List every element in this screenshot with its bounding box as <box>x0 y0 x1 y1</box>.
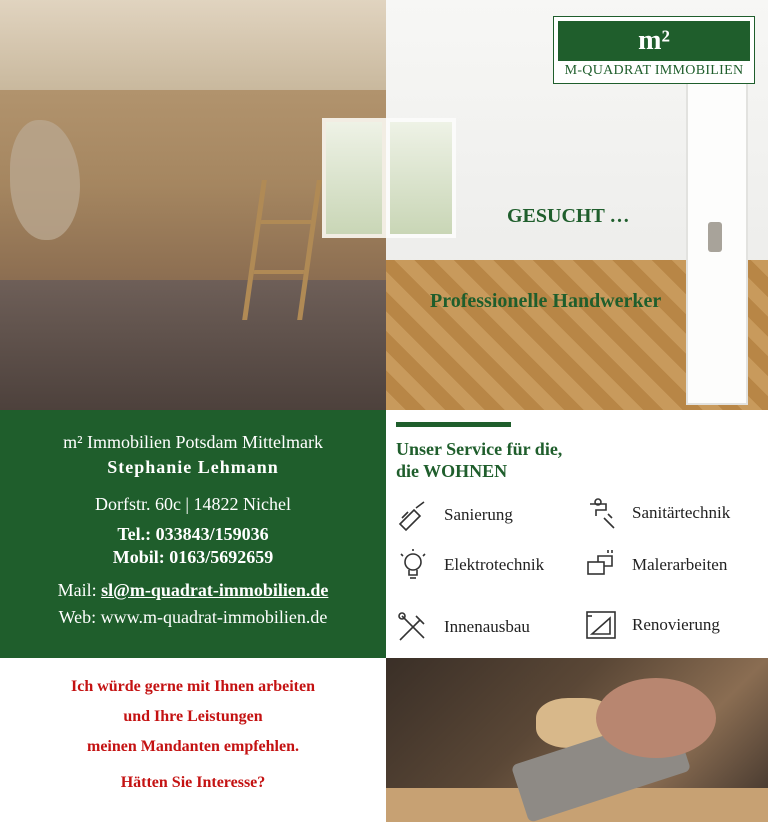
damaged-wall <box>10 120 80 240</box>
email-link[interactable]: sl@m-quadrat-immobilien.de <box>101 580 329 600</box>
service-label: Innenausbau <box>444 617 530 636</box>
company-logo <box>553 16 755 84</box>
cta-question: Hätten Sie Interesse? <box>120 774 266 791</box>
service-item <box>584 608 720 642</box>
email-line <box>0 580 386 601</box>
services-heading <box>396 438 562 482</box>
website-label: Web: <box>58 607 97 627</box>
services-heading-line1: Unser Service für die, <box>396 439 563 459</box>
accent-bar <box>396 422 511 427</box>
logo-mark: m² <box>558 21 750 61</box>
trowel-icon <box>396 498 430 532</box>
white-door <box>686 60 748 405</box>
craftsman-photo <box>386 658 768 822</box>
services-panel <box>386 410 768 658</box>
email-label: Mail: <box>57 580 97 600</box>
faucet-icon <box>584 496 618 530</box>
service-label: Sanierung <box>444 505 513 524</box>
company-name: m² Immobilien Potsdam Mittelmark <box>63 432 323 452</box>
service-label: Renovierung <box>632 615 720 634</box>
lightbulb-icon <box>396 548 430 582</box>
ornate-ceiling <box>0 0 386 90</box>
service-item <box>396 498 513 532</box>
window <box>386 118 456 238</box>
contact-panel <box>0 410 386 658</box>
services-heading-line2: die WOHNEN <box>396 461 508 481</box>
phone-number[interactable]: Tel.: 033843/159036 <box>117 524 269 544</box>
website-link[interactable]: www.m-quadrat-immobilien.de <box>100 607 328 627</box>
hand <box>596 678 716 758</box>
website-line <box>0 607 386 628</box>
mobile-number[interactable]: Mobil: 0163/5692659 <box>112 547 274 567</box>
service-label: Sanitärtechnik <box>632 503 731 522</box>
service-item <box>584 496 730 530</box>
call-to-action <box>0 658 386 822</box>
cta-line: Ich würde gerne mit Ihnen arbeiten <box>71 678 315 695</box>
hero-image <box>0 0 768 410</box>
paint-roller-icon <box>584 548 618 582</box>
service-item <box>584 548 727 582</box>
window <box>322 118 386 238</box>
service-label: Elektrotechnik <box>444 555 545 574</box>
contact-person: Stephanie Lehmann <box>107 457 279 477</box>
door-handle <box>708 222 722 252</box>
hero-before-renovation <box>0 0 386 410</box>
service-label: Malerarbeiten <box>632 555 728 574</box>
service-item <box>396 610 530 644</box>
hammer-wrench-icon <box>396 610 430 644</box>
service-item <box>396 548 544 582</box>
blueprint-icon <box>584 608 618 642</box>
address: Dorfstr. 60c | 14822 Nichel <box>94 494 292 514</box>
logo-name: M-QUADRAT IMMOBILIEN <box>564 63 744 78</box>
headline-workers: Professionelle Handwerker <box>430 290 662 312</box>
cta-line: meinen Mandanten empfehlen. <box>87 738 299 755</box>
dusty-floor <box>0 280 386 410</box>
cta-line: und Ihre Leistungen <box>123 708 263 725</box>
headline-wanted: GESUCHT … <box>507 205 630 227</box>
